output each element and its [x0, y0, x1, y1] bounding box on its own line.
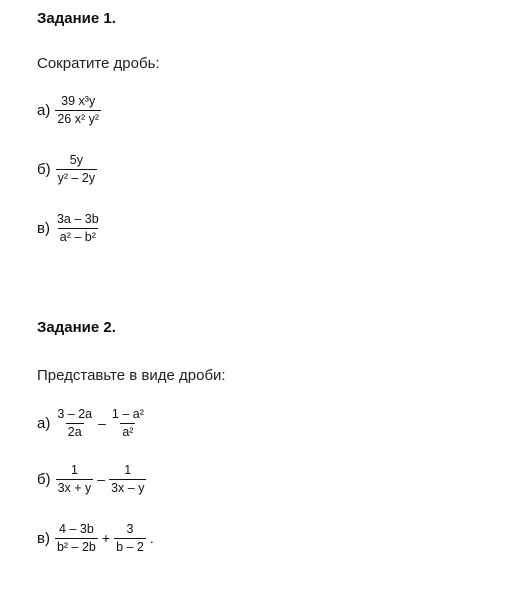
- operator: –: [97, 471, 106, 487]
- operator: +: [101, 530, 111, 546]
- tail-punctuation: .: [149, 530, 154, 546]
- denominator: b² – 2b: [56, 539, 96, 554]
- task1-item-c: [37, 213, 101, 243]
- denominator: 3x + y: [57, 480, 92, 495]
- item-label: в): [37, 529, 50, 547]
- fraction-1: [55, 523, 98, 553]
- numerator: 4 – 3b: [59, 522, 94, 536]
- numerator: 5y: [69, 153, 83, 167]
- numerator: 3 – 2a: [57, 407, 93, 421]
- fraction-2: [109, 464, 146, 494]
- denominator: b – 2: [116, 539, 144, 554]
- task2-item-b: [37, 464, 154, 494]
- fraction-1: [55, 408, 94, 438]
- task1-item-b: [37, 154, 97, 184]
- operator: –: [98, 415, 106, 431]
- item-label: а): [37, 101, 51, 119]
- fraction-2: [114, 523, 146, 553]
- item-label: а): [37, 414, 51, 432]
- fraction: [55, 213, 101, 243]
- numerator: 1: [70, 463, 78, 477]
- task2-item-c: [37, 523, 158, 553]
- denominator: a²: [122, 424, 134, 439]
- task1-instruction: Сократите дробь:: [37, 55, 160, 72]
- numerator: 3a – 3b: [56, 212, 99, 226]
- denominator: 26 x² y²: [57, 111, 100, 126]
- task1-item-a: [37, 95, 101, 125]
- task2-title: Задание 2.: [37, 319, 116, 336]
- task2-instruction: Представьте в виде дроби:: [37, 367, 226, 384]
- fraction-2: [110, 408, 146, 438]
- item-label: в): [37, 219, 50, 237]
- denominator: 2a: [67, 424, 82, 439]
- item-label: б): [37, 470, 51, 488]
- task1-title: Задание 1.: [37, 10, 116, 27]
- fraction: [55, 95, 101, 125]
- numerator: 1: [124, 463, 132, 477]
- denominator: 3x – y: [111, 480, 145, 495]
- fraction: [56, 154, 98, 184]
- fraction-1: [56, 464, 94, 494]
- numerator: 1 – a²: [111, 407, 144, 421]
- numerator: 39 x³y: [61, 94, 96, 108]
- denominator: y² – 2y: [57, 170, 96, 185]
- denominator: a² – b²: [59, 229, 96, 244]
- item-label: б): [37, 160, 51, 178]
- numerator: 3: [126, 522, 134, 536]
- task2-item-a: [37, 408, 154, 438]
